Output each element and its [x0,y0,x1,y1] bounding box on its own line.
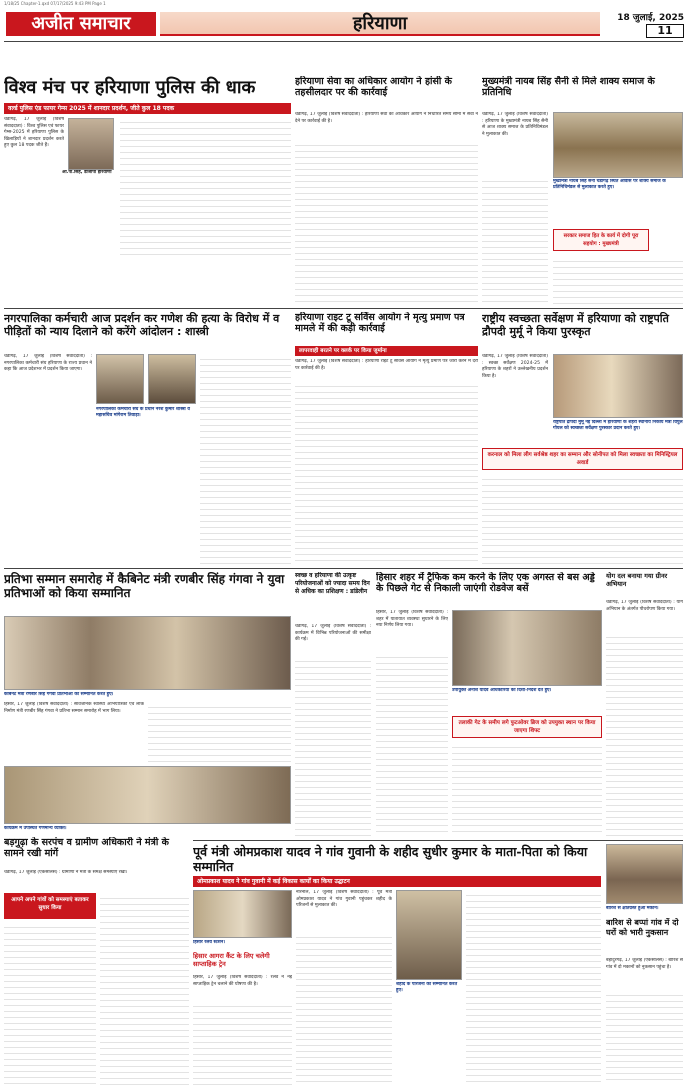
body-cm-columns-2 [553,256,683,304]
body-minister: नारनौल, 17 जुलाई (विशेष संवाददाता) : पूर्व मंत्री ओमप्रकाश यादव ने गांव गुवानी पहुंचकर शहीद के परिजनों से मुलाकात की। [296,890,392,909]
body-ngo-columns [295,656,371,836]
redline-grouc: लापरवाही बरतने पर क्लर्क पर किया जुर्माना [295,346,478,356]
section-band [160,12,600,36]
caption-dgp: ओ.पी.सिंह, डीजीपी हरियाणा [62,170,112,175]
page-number: 11 [646,24,684,38]
body-cm: चंडीगढ़, 17 जुलाई (विशेष संवाददाता) : हरियाणा के मुख्यमंत्री नायब सिंह सैनी से आज शाक्य समाज के प्रतिनिधिमंडल ने मुलाकात की। [482,112,548,137]
issue-date: 18 जुलाई, 2025 [617,13,684,23]
divider [193,840,683,841]
caption-gangwa-2: कार्यक्रम में उपस्थित गणमान्य व्यक्ति। [4,826,67,831]
masthead [0,9,687,39]
photo-cm-meeting [553,112,683,178]
body-hisar-columns-2 [452,742,602,836]
headline-gangwa: प्रतिभा सम्मान समारोह में कैबिनेट मंत्री रणबीर सिंह गंगवा ने युवा प्रतिभाओं को किया सम्मानित [4,572,285,600]
body-employees-columns [200,354,291,564]
caption-rain: बारिश से क्षतिग्रस्त हुआ मकान। [606,906,659,911]
headline-minister: पूर्व मंत्री ओमप्रकाश यादव ने गांव गुवानी के शहीद सुधीर कुमार के माता-पिता को किया सम्मानित [193,844,588,874]
body-yoga: चंडीगढ़, 17 जुलाई (विशेष संवाददाता) : योग अभियान के अंतर्गत पौधरोपण किया गया। [606,600,683,612]
photo-gangwa-1 [4,616,291,690]
body-train: हिसार, 17 जुलाई (विशेष संवाददाता) : रेलवे ने नई साप्ताहिक ट्रेन चलाने की घोषणा की है। [193,975,292,987]
body-grouc-columns [295,381,478,564]
body-employees: चंडीगढ़, 17 जुलाई (विशेष संवाददाता) : नगरपालिका कर्मचारी संघ हरियाणा के राज्य प्रधान ने कहा कि आज प्रदेशभर में प्रदर्शन किया जाएगा। [4,354,92,373]
headline-swachh: राष्ट्रीय स्वच्छता सर्वेक्षण में हरियाणा को राष्ट्रपति द्रौपदी मुर्मू ने किया पुरस्कृत [482,312,669,338]
photo-gangwa-2 [4,766,291,824]
body-hisar: हिसार, 17 जुलाई (विशेष संवाददाता) : शहर में यातायात व्यवस्था सुधारने के लिए नया निर्णय लिया गया। [376,610,448,629]
photo-award [553,354,683,418]
body-gangwa-columns [148,702,291,764]
photo-train [193,890,292,938]
divider [4,568,683,569]
caption-hisar: उपायुक्त अनीश यादव अधिकारियों को दिशा-निर्देश देते हुए। [452,688,552,693]
print-slug: 1/18/25 Chapter-1.qxd 07/17/2025 9:43 PM Page 1 [4,1,106,6]
callout-cm: सरकार समाज हित के कार्य में दोगी पूरा सहयोग : मुख्यमंत्री [553,229,649,251]
body-rain: बहादुरगढ़, 17 जुलाई (एकसीलेंस) : बारिश से गांव में दो मकानों को नुकसान पहुंचा है। [606,958,683,970]
caption-employees: नगरपालिका कर्मचारी संघ के प्रधान नरेश कुमार शास्त्री व महासचिव मांगेराम तिवाड़ा। [96,407,190,418]
callout-hisar: तलाकी गेट के समीप लगे फुटओवर ब्रिज को उपयुक्त स्थान पर किया जाएगा शिफ्ट [452,716,602,738]
caption-swachh: राष्ट्रपति द्रौपदी मुर्मू नई दिल्ली में हरियाणा के शहरी स्थानीय निकाय मंत्री विपुल गोयल को स्वच्छता सर्वेक्षण पुरस्कार प्रदान करते हुए। [553,420,683,431]
body-swachh: चंडीगढ़, 17 जुलाई (विशेष संवाददाता) : स्वच्छ सर्वेक्षण 2024-25 में हरियाणा के शहरों ने उल्लेखनीय प्रदर्शन किया है। [482,354,548,379]
headline-hansi: हरियाणा सेवा का अधिकार आयोग ने हांसी के तहसीलदार पर की कार्रवाई [295,76,452,98]
headline-cm: मुख्यमंत्री नायब सिंह सैनी से मिले शाक्य समाज के प्रतिनिधि [482,76,655,98]
body-rain-columns [606,990,683,1085]
body-sarpanch-columns-2 [4,922,96,1085]
callout-swachh: करनाल को मिला लीग सर्वश्रेष्ठ शहर का सम्मान और सोनीपत को मिला स्वच्छता का मिनिस्ट्रियल अवार्ड [482,448,683,470]
section-title: हरियाणा [352,13,408,34]
photo-minister [396,890,462,980]
body-hisar-columns [376,652,448,836]
headline-employees: नगरपालिका कर्मचारी आज प्रदर्शन कर गणेश की हत्या के विरोध में व पीड़ितों को न्याय दिलाने को करेंगे आंदोलन : शास्त्री [4,312,280,338]
headline-sarpanch: बड़गुढ़ा के सरपंच व ग्रामीण अधिकारी ने मंत्री के सामने रखी मांगें [4,837,169,859]
body-cm-columns [482,176,548,304]
caption-train: हिसार रेलवे स्टेशन। [193,940,226,945]
subhead-police: वर्ल्ड पुलिस एंड फायर गेम्स 2025 में शानदार प्रदर्शन, जीते कुल 18 पदक [4,103,291,114]
headline-hisar: हिसार शहर में ट्रैफिक कम करने के लिए एक अगस्त से बस अड्डे के पिछले गेट से निकाली जाएंगी रोडवेज बसें [376,572,595,594]
callout-sarpanch: आपने अपने गांवों को समस्याएं बताकर सुधार किया [4,893,96,919]
photo-hisar-meeting [452,610,602,686]
body-train-columns [193,1001,292,1085]
photo-dgp [68,118,114,170]
body-gangwa: हिसार, 17 जुलाई (विशेष संवाददाता) : सार्वजनिक स्वास्थ्य अभियांत्रिकी एवं लोक निर्माण मंत्री रणबीर सिंह गंगवा ने प्रतिभा सम्मान समारोह में भाग लिया। [4,702,144,714]
headline-yoga: योग दल बनाया गया ग्रीनर अभियान [606,572,668,588]
headline-rain: बारिश से बप्पां गांव में दो घरों को भारी नुकसान [606,918,679,937]
body-police: चंडीगढ़, 17 जुलाई (विशेष संवाददाता) : विश्व पुलिस एवं फायर गेम्स-2025 में हरियाणा पुलिस के खिलाड़ियों ने शानदार प्रदर्शन करते हुए कुल 18 पदक जीते हैं। [4,117,64,149]
headline-train: हिसार आगरा कैंट के लिए चलेगी साप्ताहिक ट्रेन [193,952,270,968]
redline-minister: ओमप्रकाश यादव ने गांव गुवानी में कई विकास कार्यों का किया उद्घाटन [193,876,601,887]
photo-leader-1 [96,354,144,404]
caption-minister: शहीद के परिजनों को सम्मानित करते हुए। [396,982,458,993]
caption-cm: मुख्यमंत्री नायब सिंह सैनी चंडीगढ़ स्थित आवास पर शाक्य समाज के प्रतिनिधिमंडल से मुलाकात करते हुए। [553,179,666,190]
headline-ngo: स्वच्छ व हरियाणा की उत्कृष्ट परियोजनाओं को ज्यादा समय दिन से अधिक का प्रशिक्षण : डांडेलीन [295,572,370,595]
headline-grouc: हरियाणा राइट टू सर्विस आयोग ने मृत्यु प्रमाण पत्र मामले में की कड़ी कार्रवाई [295,312,465,334]
body-swachh-columns [482,474,683,564]
body-sarpanch: चंडीगढ़, 17 जुलाई (एकसीलेंस) : ग्रामीणों ने मंत्री के समक्ष समस्याएं रखीं। [4,870,128,875]
photo-rain-damage [606,844,683,904]
paper-name: अजीत समाचार [6,12,156,36]
caption-gangwa-1: कैबिनेट मंत्री रणबीर सिंह गंगवा प्रतिभाओं को सम्मानित करते हुए। [4,692,114,697]
body-hansi: चंडीगढ़, 17 जुलाई (विशेष संवाददाता) : हरियाणा सेवा का अधिकार आयोग ने निर्धारित समय सीमा में सेवा न देने पर कार्रवाई की है। [295,112,478,124]
body-police-columns [120,117,291,257]
body-hansi-columns [295,140,478,305]
body-minister-columns [296,932,392,1085]
photo-leader-2 [148,354,196,404]
body-sarpanch-columns [100,893,189,1085]
body-grouc: चंडीगढ़, 17 जुलाई (विशेष संवाददाता) : हरियाणा राइट टू सर्विस आयोग ने मृत्यु प्रमाण पत्र जारी करने में देरी पर कार्रवाई की है। [295,359,478,371]
body-minister-columns-2 [466,890,601,1085]
headline-police: विश्व मंच पर हरियाणा पुलिस की धाक [4,77,256,98]
divider [4,308,683,309]
divider [4,41,683,42]
body-ngo: चंडीगढ़, 17 जुलाई (विशेष संवाददाता) : कार्यक्रम में विभिन्न परियोजनाओं की समीक्षा की गई। [295,624,371,643]
body-yoga-columns [606,632,683,836]
